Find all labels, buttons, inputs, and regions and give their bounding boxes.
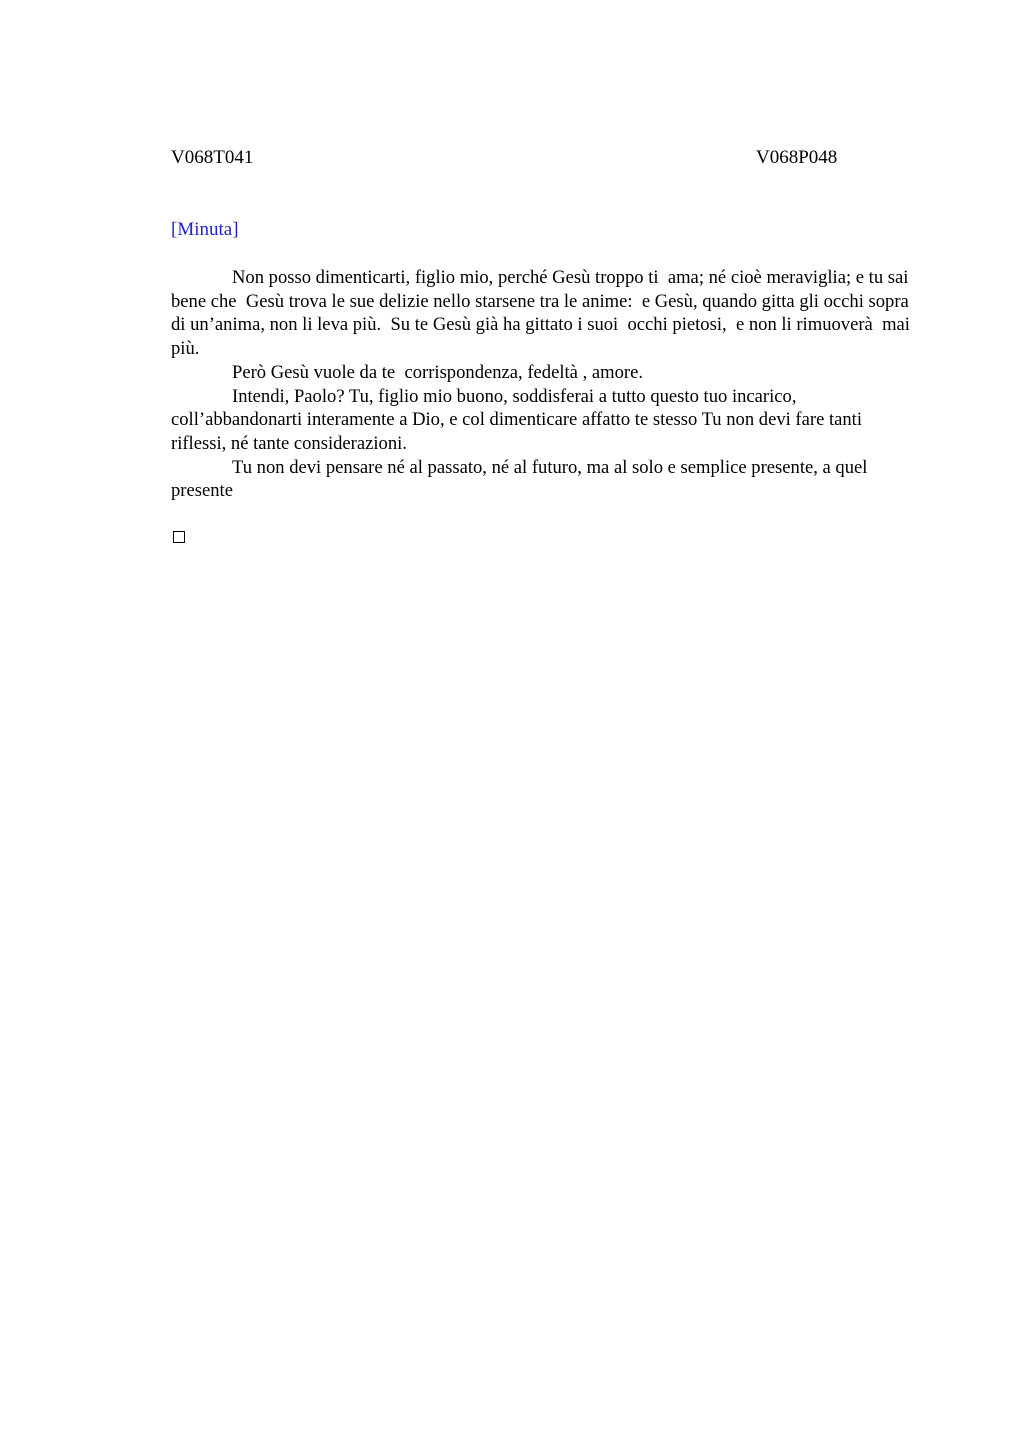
paragraph: Tu non devi pensare né al passato, né al futuro, ma al solo e semplice presente, a quel presente [171, 456, 873, 502]
empty-square-icon [173, 531, 185, 543]
minuta-tag: [Minuta] [171, 219, 239, 240]
paragraph: Non posso dimenticarti, figlio mio, perché Gesù troppo ti ama; né cioè meraviglia; e tu sai bene che Gesù trova le sue delizie nello starsene tra le anime: e Gesù, quando gitta gli occhi sopra di un’anima, non li leva più. Su te Gesù già ha gittato i suoi occhi pietosi, e non li rimuoverà mai più. [171, 267, 920, 360]
document-code-left: V068T041 [171, 147, 254, 168]
paragraph: Intendi, Paolo? Tu, figlio mio buono, soddisferai a tutto questo tuo incarico, coll’abbandonarti interamente a Dio, e col dimenticare affatto te stesso Tu non devi fare tanti riflessi, né tante considerazioni. [171, 385, 872, 454]
letter-body [171, 266, 923, 503]
document-code-right: V068P048 [756, 147, 838, 168]
paragraph: Però Gesù vuole da te corrispondenza, fedeltà , amore. [232, 361, 643, 383]
